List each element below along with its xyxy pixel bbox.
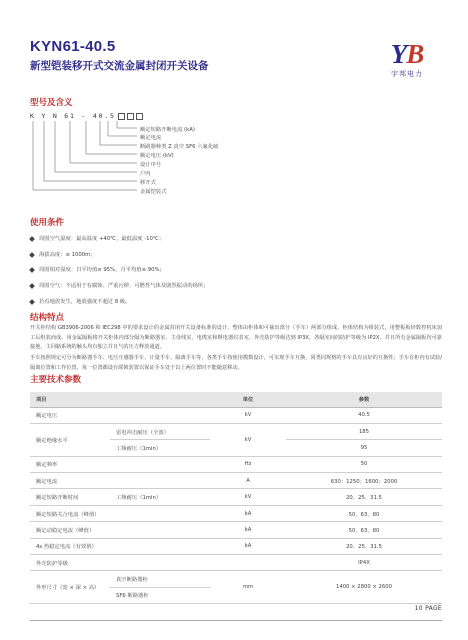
legend-item: 额定电流 bbox=[140, 135, 162, 141]
product-subtitle: 新型铠装移开式交流金属封闭开关设备 bbox=[30, 60, 209, 72]
model-code bbox=[30, 112, 143, 120]
legend-item: 移开式 bbox=[140, 180, 156, 186]
legend-item: 断路器种类 Z 真空 SF6 六氟化硫 bbox=[140, 144, 219, 150]
structure-paragraph: 开关柜结构 GB3906-2006 和 IEC298 中的要求设计的金属封闭开关设备标准的设计，整体由柜体和可抽出部分（手车）两部分组成。柜体结构为组装式，用整板板经数控机床加工后组装而成，用金属隔板将开关柜体内部分隔为断路器室、主母线室、电缆室和继电器仪表室，外壳防护等级达到 IP3X，各隔室间的防护等级为 IP2X，并且所有金属隔板均可靠接地，主回路系统的触头均有独立并且气的压力释放通道。 bbox=[30, 325, 442, 351]
section-heading-model-meaning: 型号及含义 bbox=[30, 98, 73, 108]
logo-mark: YB bbox=[390, 39, 424, 69]
legend-item: 额定电压 (kV) bbox=[140, 153, 174, 159]
parameters-table bbox=[30, 392, 442, 604]
table-row: 额定短路关合电流（峰值） kA 50、63、80 bbox=[30, 505, 442, 521]
table-row: SF6 断路器柜 bbox=[30, 587, 442, 603]
footer-divider bbox=[30, 620, 442, 621]
list-item: 周围空气：不适用于有腐蚀、严重污秽、可燃性气体及剧烈振动的场所； bbox=[30, 278, 440, 294]
list-item: 海拔高度：≤ 1000m； bbox=[30, 247, 440, 263]
code-box bbox=[136, 113, 143, 120]
title-block bbox=[30, 38, 209, 73]
table-row: 额定频率 Hz 50 bbox=[30, 456, 442, 472]
table-header-row bbox=[30, 392, 442, 407]
list-item: 若有地震发生，地震强度不超过 8 级。 bbox=[30, 294, 440, 310]
table-row: 额定动稳定电流（峰值） kA 50、63、80 bbox=[30, 522, 442, 538]
table-row: 4s 热稳定电流（有效值） kA 20、25、31.5 bbox=[30, 538, 442, 554]
code-box bbox=[127, 113, 134, 120]
structure-paragraph: 手车按照规定可分为断路器手车、电压互感器手车、计量手车、隔离手车等，各类手车按使用模数设计，可实现手车互换，同类同规格的手车具有良好的互换性；手车在柜内有试验/隔离位置和工作位置，每一位置都设有联锁装置以保证手车处于以上两位置时不能随意移动。 bbox=[30, 355, 442, 371]
table-row: 额定短路开断时间 工频耐压（1min） kV 20、25、31.5 bbox=[30, 489, 442, 505]
table-row: 工频耐压（1min） 95 bbox=[30, 440, 442, 456]
legend-item: 设计序号 bbox=[140, 162, 162, 168]
legend-item: 户内 bbox=[140, 171, 151, 177]
table-row: 额定电流 A 630；1250；1600；2000 bbox=[30, 473, 442, 489]
section-heading-params: 主要技术参数 bbox=[30, 375, 82, 385]
legend-item: 金属铠装式 bbox=[140, 189, 167, 195]
table-row: 外壳防护等级 IP4X bbox=[30, 555, 442, 571]
bullet-icon bbox=[29, 268, 35, 274]
table-row: 外形尺寸（宽 × 深 × 高） 真空断路器柜 mm 1400 × 2800 × 2600 bbox=[30, 571, 442, 587]
bullet-icon bbox=[29, 283, 35, 289]
column-header: 参数 bbox=[286, 392, 442, 407]
code-box bbox=[118, 113, 125, 120]
column-header: 项目 bbox=[30, 392, 210, 407]
logo-text: 宇邦电力 bbox=[391, 70, 423, 78]
company-logo bbox=[372, 40, 442, 84]
list-item: 周围相对湿度：日平均值≤ 95%，月平均值≤ 90%； bbox=[30, 263, 440, 279]
bullet-icon bbox=[29, 236, 35, 242]
table-row: 额定电压 kV 40.5 bbox=[30, 407, 442, 423]
page-number: 10 PAGE bbox=[414, 605, 442, 612]
model-title: KYN61-40.5 bbox=[30, 38, 116, 55]
list-item: 周围空气温度：最高温度 +40℃，最低温度 -10℃； bbox=[30, 231, 440, 247]
table-row: 额定绝缘水平 雷电冲击耐压（全波） kV 185 bbox=[30, 423, 442, 439]
conditions-list bbox=[30, 231, 440, 310]
model-code-prefix: K Y N 61 - 40.5 bbox=[30, 112, 116, 120]
legend-item: 额定短路开断电流 (kA) bbox=[140, 127, 195, 133]
bullet-icon bbox=[29, 252, 35, 258]
section-heading-conditions: 使用条件 bbox=[30, 218, 65, 228]
bullet-icon bbox=[29, 299, 35, 305]
section-heading-structure: 结构特点 bbox=[30, 313, 65, 323]
column-header: 单位 bbox=[210, 392, 286, 407]
